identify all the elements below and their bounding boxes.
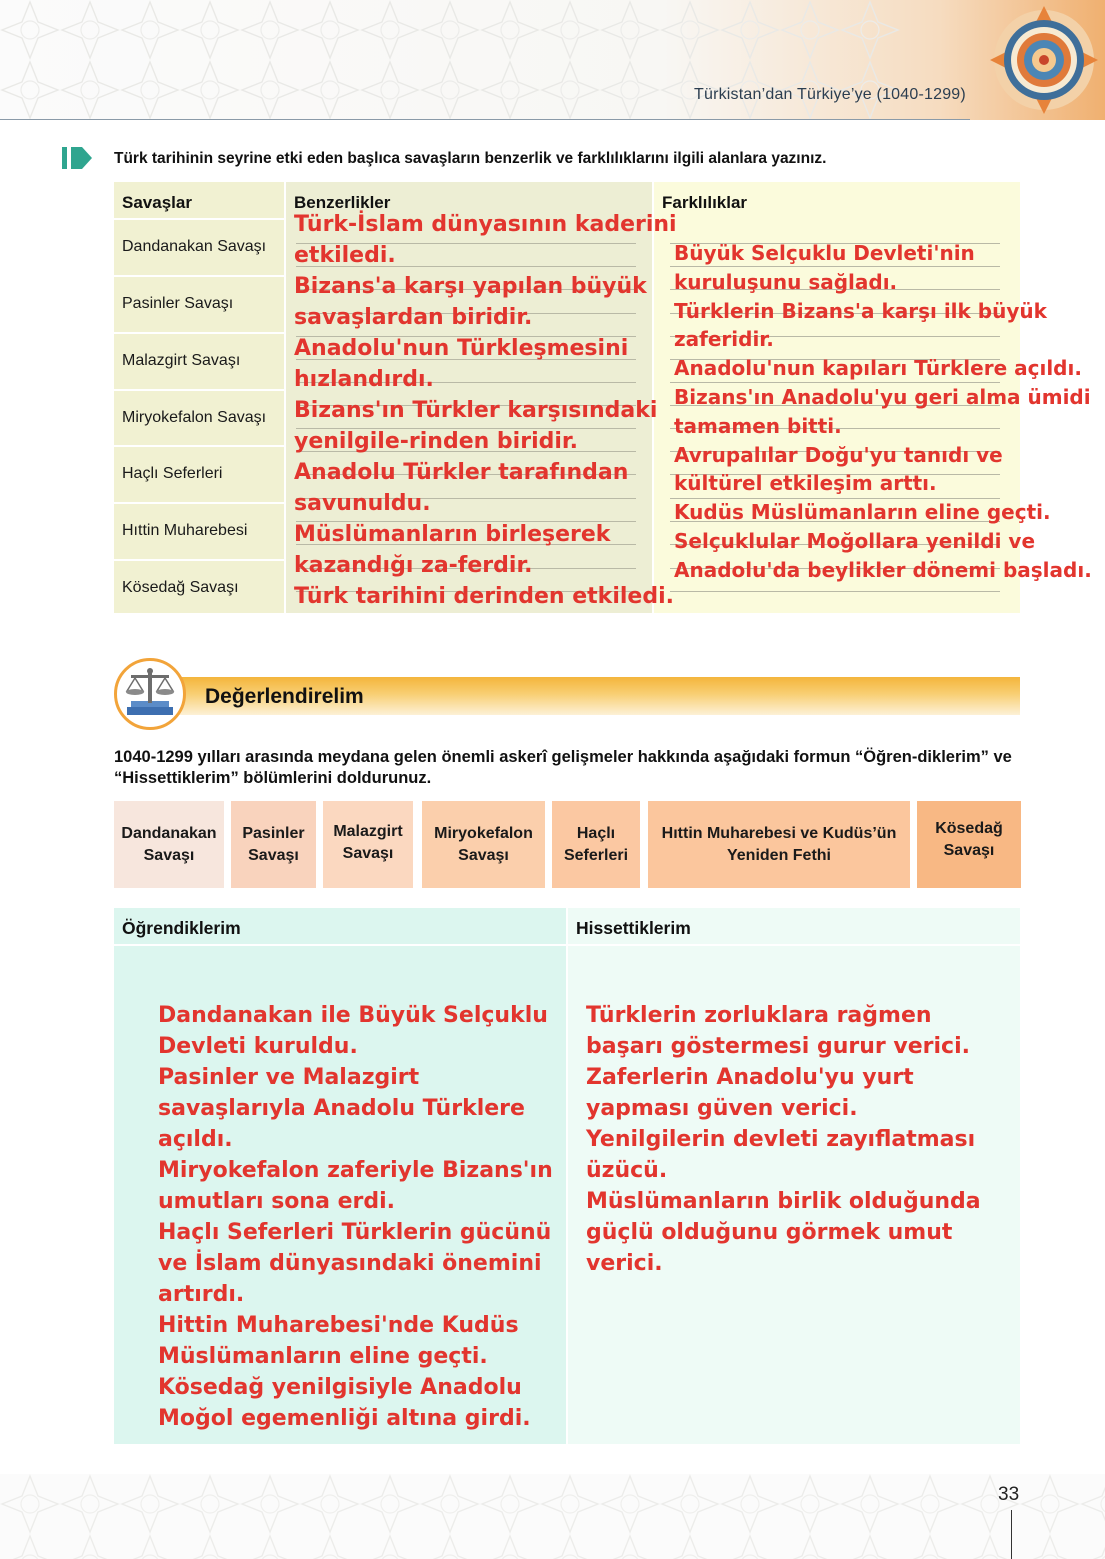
- handwritten-line: Hittin Muharebesi'nde Kudüs: [158, 1313, 519, 1338]
- handwritten-line: Türk-İslam dünyasının kaderini: [294, 212, 677, 237]
- handwritten-line: üzücü.: [586, 1158, 668, 1183]
- box-label: Savaşı: [342, 845, 394, 862]
- handwritten-line: açıldı.: [158, 1127, 233, 1152]
- handwritten-line: yapması güven verici.: [586, 1096, 858, 1121]
- handwritten-line: zaferidir.: [674, 327, 774, 352]
- handwritten-line: güçlü olduğunu görmek umut: [586, 1220, 953, 1245]
- handwritten-line: Kösedağ yenilgisiyle Anadolu: [158, 1375, 522, 1400]
- handwritten-line: Anadolu Türkler tarafından: [294, 460, 629, 485]
- handwritten-line: Selçuklular Moğollara yenildi ve: [674, 528, 1036, 553]
- header-title: Türkistan’dan Türkiye’ye (1040-1299): [694, 86, 966, 103]
- war-row: Pasinler Savaşı: [114, 275, 284, 330]
- battle-box-pasinler: [231, 801, 316, 888]
- battle-box-kosedag: [917, 801, 1021, 888]
- wars-column: [114, 182, 284, 613]
- handwritten-line: Haçlı Seferleri Türklerin gücünü: [158, 1220, 552, 1245]
- handwritten-line: kültürel etkileşim arttı.: [674, 471, 937, 496]
- handwritten-line: Anadolu'nun Türkleşmesini: [294, 336, 629, 361]
- handwritten-line: kazandığı za-ferdir.: [294, 553, 533, 578]
- handwritten-line: Türklerin Bizans'a karşı ilk büyük: [674, 298, 1047, 323]
- war-row: Dandanakan Savaşı: [114, 218, 284, 273]
- handwritten-line: etkiledi.: [294, 243, 396, 268]
- handwritten-line: Büyük Selçuklu Devleti'nin: [674, 241, 975, 265]
- handwritten-line: artırdı.: [158, 1282, 245, 1307]
- box-label: Yeniden Fethi: [726, 846, 831, 864]
- handwritten-line: Avrupalılar Doğu'yu tanıdı ve: [674, 442, 1003, 467]
- footer-pattern: [0, 1474, 1105, 1559]
- handwritten-line: başarı göstermesi gurur verici.: [586, 1034, 970, 1059]
- section-title: Değerlendirelim: [205, 685, 364, 708]
- handwritten-line: Bizans'ın Anadolu'yu geri alma ümidi: [674, 384, 1091, 409]
- handwritten-line: Yenilgilerin devleti zayıflatması: [586, 1127, 976, 1152]
- box-label: Kösedağ: [935, 820, 1003, 837]
- box-label: Dandanakan: [121, 824, 217, 842]
- handwritten-line: Müslümanların birleşerek: [294, 522, 611, 547]
- box-label: Miryokefalon: [434, 824, 533, 842]
- handwritten-line: umutları sona erdi.: [158, 1189, 395, 1214]
- col-header-wars: Savaşlar: [122, 193, 192, 212]
- learned-handwriting: [158, 1000, 553, 1434]
- evaluation-instruction: 1040-1299 yılları arasında meydana gelen önemli askerî gelişmeler hakkında aşağıdaki formun “Öğren-diklerim” ve “Hissettiklerim” bölümlerini doldurunuz.: [114, 748, 1012, 787]
- handwritten-line: Türklerin zorluklara rağmen: [586, 1003, 932, 1028]
- handwritten-line: Anadolu'nun kapıları Türklere açıldı.: [674, 356, 1082, 381]
- box-label: Pasinler: [242, 824, 305, 842]
- col-header-similarities: Benzerlikler: [294, 193, 391, 212]
- handwritten-line: Devleti kuruldu.: [158, 1034, 358, 1059]
- battle-box-hacli-seferleri: [552, 801, 640, 888]
- war-row: Haçlı Seferleri: [114, 445, 284, 500]
- war-row: Hıttin Muharebesi: [114, 502, 284, 557]
- box-label: Savaşı: [943, 842, 995, 859]
- handwritten-line: yenilgile-rinden biridir.: [294, 429, 578, 454]
- handwritten-line: ve İslam dünyasındaki önemini: [158, 1251, 542, 1276]
- handwritten-line: savaşlarıyla Anadolu Türklere: [158, 1096, 525, 1121]
- handwritten-line: Müslümanların eline geçti.: [158, 1344, 488, 1369]
- handwritten-line: tamamen bitti.: [674, 413, 842, 438]
- handwritten-line: savaşlardan biridir.: [294, 305, 533, 330]
- battle-box-malazgirt: [323, 801, 413, 888]
- col-header-differences: Farklılıklar: [662, 193, 748, 212]
- page-number-rule: [1011, 1510, 1012, 1559]
- war-row: Miryokefalon Savaşı: [114, 389, 284, 444]
- handwritten-line: Moğol egemenliği altına girdi.: [158, 1406, 531, 1431]
- war-row: Kösedağ Savaşı: [114, 559, 284, 614]
- header-rule: [0, 119, 970, 120]
- handwritten-line: Dandanakan ile Büyük Selçuklu: [158, 1003, 548, 1028]
- handwritten-line: Türk tarihini derinden etkiledi.: [294, 584, 674, 609]
- box-label: Malazgirt: [333, 823, 403, 840]
- box-label: Savaşı: [458, 846, 509, 864]
- box-label: Hıttin Muharebesi ve Kudüs’ün: [661, 824, 897, 842]
- handwritten-line: Miryokefalon zaferiyle Bizans'ın: [158, 1158, 553, 1183]
- handwritten-line: Bizans'a karşı yapılan büyük: [294, 274, 647, 299]
- handwritten-line: Kudüs Müslümanların eline geçti.: [674, 500, 1051, 525]
- battle-box-miryokefalon: [422, 801, 545, 888]
- handwritten-line: Müslümanların birlik olduğunda: [586, 1189, 981, 1214]
- handwritten-line: kuruluşunu sağladı.: [674, 269, 898, 294]
- col-header-felt: Hissettiklerim: [568, 908, 1020, 946]
- handwritten-line: savunuldu.: [294, 491, 431, 516]
- activity-play-icon: [62, 147, 92, 169]
- felt-handwriting: [586, 1000, 981, 1279]
- box-label: Haçlı: [576, 824, 616, 842]
- scales-of-justice-icon: [114, 658, 186, 730]
- box-label: Savaşı: [143, 846, 195, 864]
- rosette-ornament-icon: [988, 4, 1100, 116]
- instruction-text: Türk tarihinin seyrine etki eden başlıca savaşların benzerlik ve farklılıklarını ilgili alanlara yazınız.: [114, 150, 827, 167]
- handwritten-line: hızlandırdı.: [294, 367, 434, 392]
- battle-box-hittin: [648, 801, 910, 888]
- writing-line: [670, 591, 1000, 592]
- battle-box-dandanakan: [114, 801, 224, 888]
- handwritten-line: Zaferlerin Anadolu'yu yurt: [586, 1065, 914, 1090]
- col-header-learned: Öğrendiklerim: [114, 908, 566, 946]
- page-number: 33: [998, 1484, 1020, 1505]
- handwritten-line: Bizans'ın Türkler karşısındaki: [294, 398, 658, 423]
- handwritten-line: Anadolu'da beylikler dönemi başladı.: [674, 557, 1092, 582]
- differences-handwriting: [674, 239, 1092, 585]
- box-label: Seferleri: [563, 846, 629, 864]
- box-label: Savaşı: [248, 846, 299, 864]
- similarities-handwriting: [294, 209, 677, 612]
- handwritten-line: Pasinler ve Malazgirt: [158, 1065, 420, 1090]
- war-row: Malazgirt Savaşı: [114, 332, 284, 387]
- handwritten-line: verici.: [586, 1251, 663, 1276]
